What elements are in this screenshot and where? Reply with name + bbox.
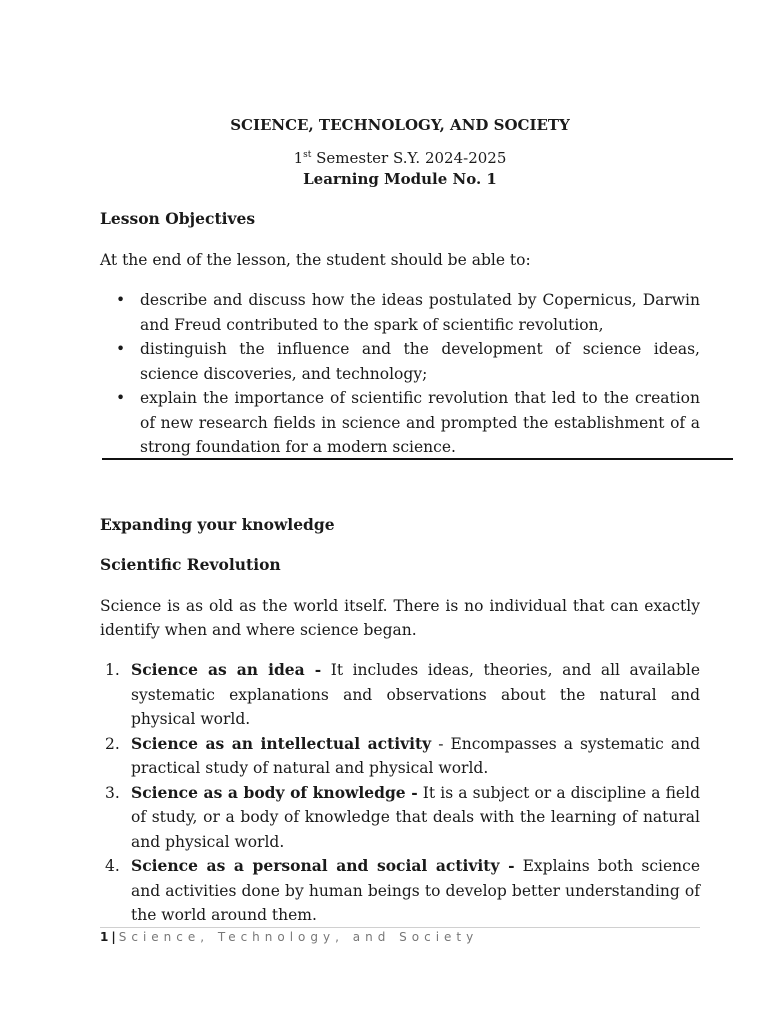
item-text: - Encompasses a systematic and practical study of natural and physical world.: [131, 734, 701, 777]
list-item: [116, 337, 700, 386]
item-term: Science as an idea -: [131, 660, 322, 679]
item-text: It includes ideas, theories, and all available systematic explanations and observations about the natural and physical world.: [131, 661, 700, 728]
list-item: [105, 854, 700, 928]
semester-ordinal: 1: [293, 149, 304, 167]
footer-divider: [100, 927, 700, 928]
objective-text: explain the importance of scientific revolution that led to the creation of new research fields in science and prompted the establishment of a strong foundation for a modern science.: [140, 389, 700, 456]
list-item: [116, 386, 700, 460]
bullet-icon: •: [116, 340, 126, 358]
document-title: SCIENCE, TECHNOLOGY, AND SOCIETY: [230, 116, 570, 134]
list-item: [116, 288, 700, 337]
page-number: 1: [100, 930, 109, 944]
item-term: Science as a personal and social activity -: [131, 856, 515, 875]
objectives-list: [116, 288, 700, 460]
semester-line: [100, 149, 700, 167]
module-number: Learning Module No. 1: [303, 170, 497, 188]
bullet-icon: •: [116, 389, 126, 407]
list-item: [105, 732, 701, 781]
footer-text: Science, Technology, and Society: [118, 930, 479, 944]
item-text: Explains both science and activities done by human beings to develop better understanding of the world around them.: [131, 857, 700, 924]
item-number: 3.: [105, 783, 120, 802]
item-number: 4.: [105, 857, 120, 875]
list-item: [105, 781, 700, 855]
objectives-heading: Lesson Objectives: [100, 209, 256, 228]
semester-ordinal-suffix: st: [303, 150, 312, 160]
section-divider: [102, 458, 733, 460]
item-number: 2.: [105, 734, 120, 753]
page-footer: [100, 930, 478, 944]
objectives-intro: At the end of the lesson, the student should be able to:: [100, 251, 531, 269]
list-item: [105, 658, 700, 732]
objective-text: distinguish the influence and the development of science ideas, science discoveries, and technology;: [140, 340, 700, 383]
science-intro-paragraph: Science is as old as the world itself. There is no individual that can exactly identify when and where science began.: [100, 597, 700, 639]
scientific-revolution-heading: Scientific Revolution: [100, 555, 281, 574]
objective-text: describe and discuss how the ideas postulated by Copernicus, Darwin and Freud contributed to the spark of scientific revolution,: [140, 291, 700, 334]
bullet-icon: •: [116, 291, 126, 309]
expanding-knowledge-heading: Expanding your knowledge: [100, 515, 335, 534]
item-text: It is a subject or a discipline a field of study, or a body of knowledge that deals with the learning of natural and physical world.: [131, 783, 700, 851]
item-term: Science as a body of knowledge -: [131, 782, 418, 802]
semester-text: Semester S.Y. 2024-2025: [311, 149, 507, 167]
footer-separator: |: [111, 930, 116, 944]
item-term: Science as an intellectual activity: [131, 733, 432, 753]
science-definitions-list: [105, 658, 701, 928]
item-number: 1.: [105, 661, 120, 679]
